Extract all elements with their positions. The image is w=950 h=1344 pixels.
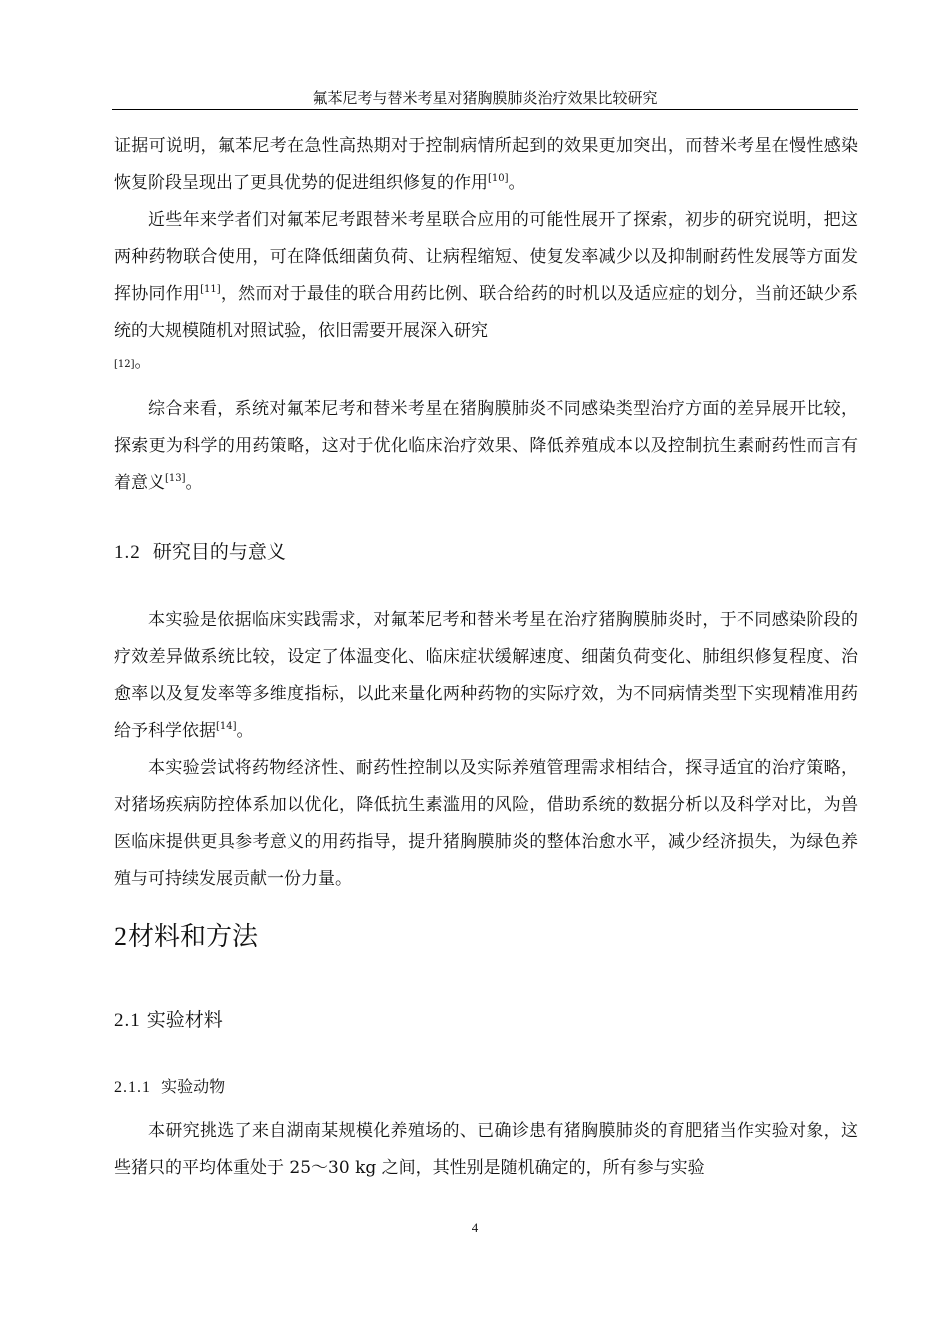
subsection-number: 2.1.1: [114, 1079, 151, 1096]
paragraph-5: 本实验尝试将药物经济性、耐药性控制以及实际养殖管理需求相结合，探寻适宜的治疗策略，对猪场疾病防控体系加以优化，降低抗生素滥用的风险，借助系统的数据分析以及科学对比，为兽医临床提供更具参考意义的用药指导，提升猪胸膜肺炎的整体治愈水平，减少经济损失，为绿色养殖与可持续发展贡献一份力量。: [114, 758, 858, 889]
chapter-heading-2: [114, 916, 858, 953]
subsection-heading-2-1-1: [114, 1074, 858, 1097]
paragraph-2-text-b: ，然而对于最佳的联合用药比例、联合给药的时机以及适应症的划分，当前还缺少系统的大规模随机对照试验，依旧需要开展深入研究: [114, 284, 859, 341]
subsection-title: 实验动物: [161, 1077, 226, 1096]
section-heading-2-1: [114, 1005, 858, 1032]
citation-10: [10]: [488, 173, 509, 184]
running-header: 氟苯尼考与替米考星对猪胸膜肺炎治疗效果比较研究: [312, 89, 658, 107]
paragraph-2-end: 。: [134, 352, 152, 372]
chapter-number: 2: [114, 922, 128, 951]
paragraph-3-text: 综合来看，系统对氟苯尼考和替米考星在猪胸膜肺炎不同感染类型治疗方面的差异展开比较，探索更为科学的用药策略，这对于优化临床治疗效果、降低养殖成本以及控制抗生素耐药性而言有着意义: [114, 399, 858, 493]
citation-11: [11]: [200, 284, 221, 295]
paragraph-6: 本研究挑选了来自湖南某规模化养殖场的、已确诊患有猪胸膜肺炎的育肥猪当作实验对象，这些猪只的平均体重处于 25～30 kg 之间，其性别是随机确定的，所有参与实验: [114, 1121, 858, 1178]
page-number: 4: [471, 1220, 479, 1235]
citation-12: [12]: [114, 359, 135, 370]
section-number: 1.2: [114, 542, 141, 563]
header-rule: [112, 109, 858, 110]
paragraph-1: [114, 128, 858, 202]
paragraph-2-text-a: 近些年来学者们对氟苯尼考跟替米考星联合应用的可能性展开了探索，初步的研究说明，把这两种药物联合使用，可在降低细菌负荷、让病程缩短、使复发率减少以及抑制耐药性发展等方面发挥协同作用: [114, 210, 858, 304]
section-title: 实验材料: [146, 1009, 223, 1031]
section-title: 研究目的与意义: [152, 541, 286, 563]
body-text: [114, 128, 858, 1187]
paragraph-2: [114, 202, 858, 350]
section-number: 2.1: [114, 1010, 141, 1031]
section-heading-1-2: [114, 537, 858, 564]
paragraph-3: [114, 391, 858, 502]
paragraph-1-end: 。: [508, 173, 526, 193]
citation-13: [13]: [165, 473, 186, 484]
paragraph-4-text: 本实验是依据临床实践需求，对氟苯尼考和替米考星在治疗猪胸膜肺炎时，于不同感染阶段的疗效差异做系统比较，设定了体温变化、临床症状缓解速度、细菌负荷变化、肺组织修复程度、治愈率以及复发率等多维度指标，以此来量化两种药物的实际疗效，为不同病情类型下实现精准用药给予科学依据: [114, 610, 858, 741]
paragraph-2-tail: [114, 350, 858, 377]
paragraph-1-text: 证据可说明，氟苯尼考在急性高热期对于控制病情所起到的效果更加突出，而替米考星在慢性感染恢复阶段呈现出了更具优势的促进组织修复的作用: [114, 136, 858, 193]
chapter-title: 材料和方法: [128, 922, 259, 952]
paragraph-4: [114, 602, 858, 750]
paragraph-3-end: 。: [185, 473, 203, 493]
citation-14: [14]: [216, 721, 237, 732]
paragraph-4-end: 。: [236, 721, 254, 741]
